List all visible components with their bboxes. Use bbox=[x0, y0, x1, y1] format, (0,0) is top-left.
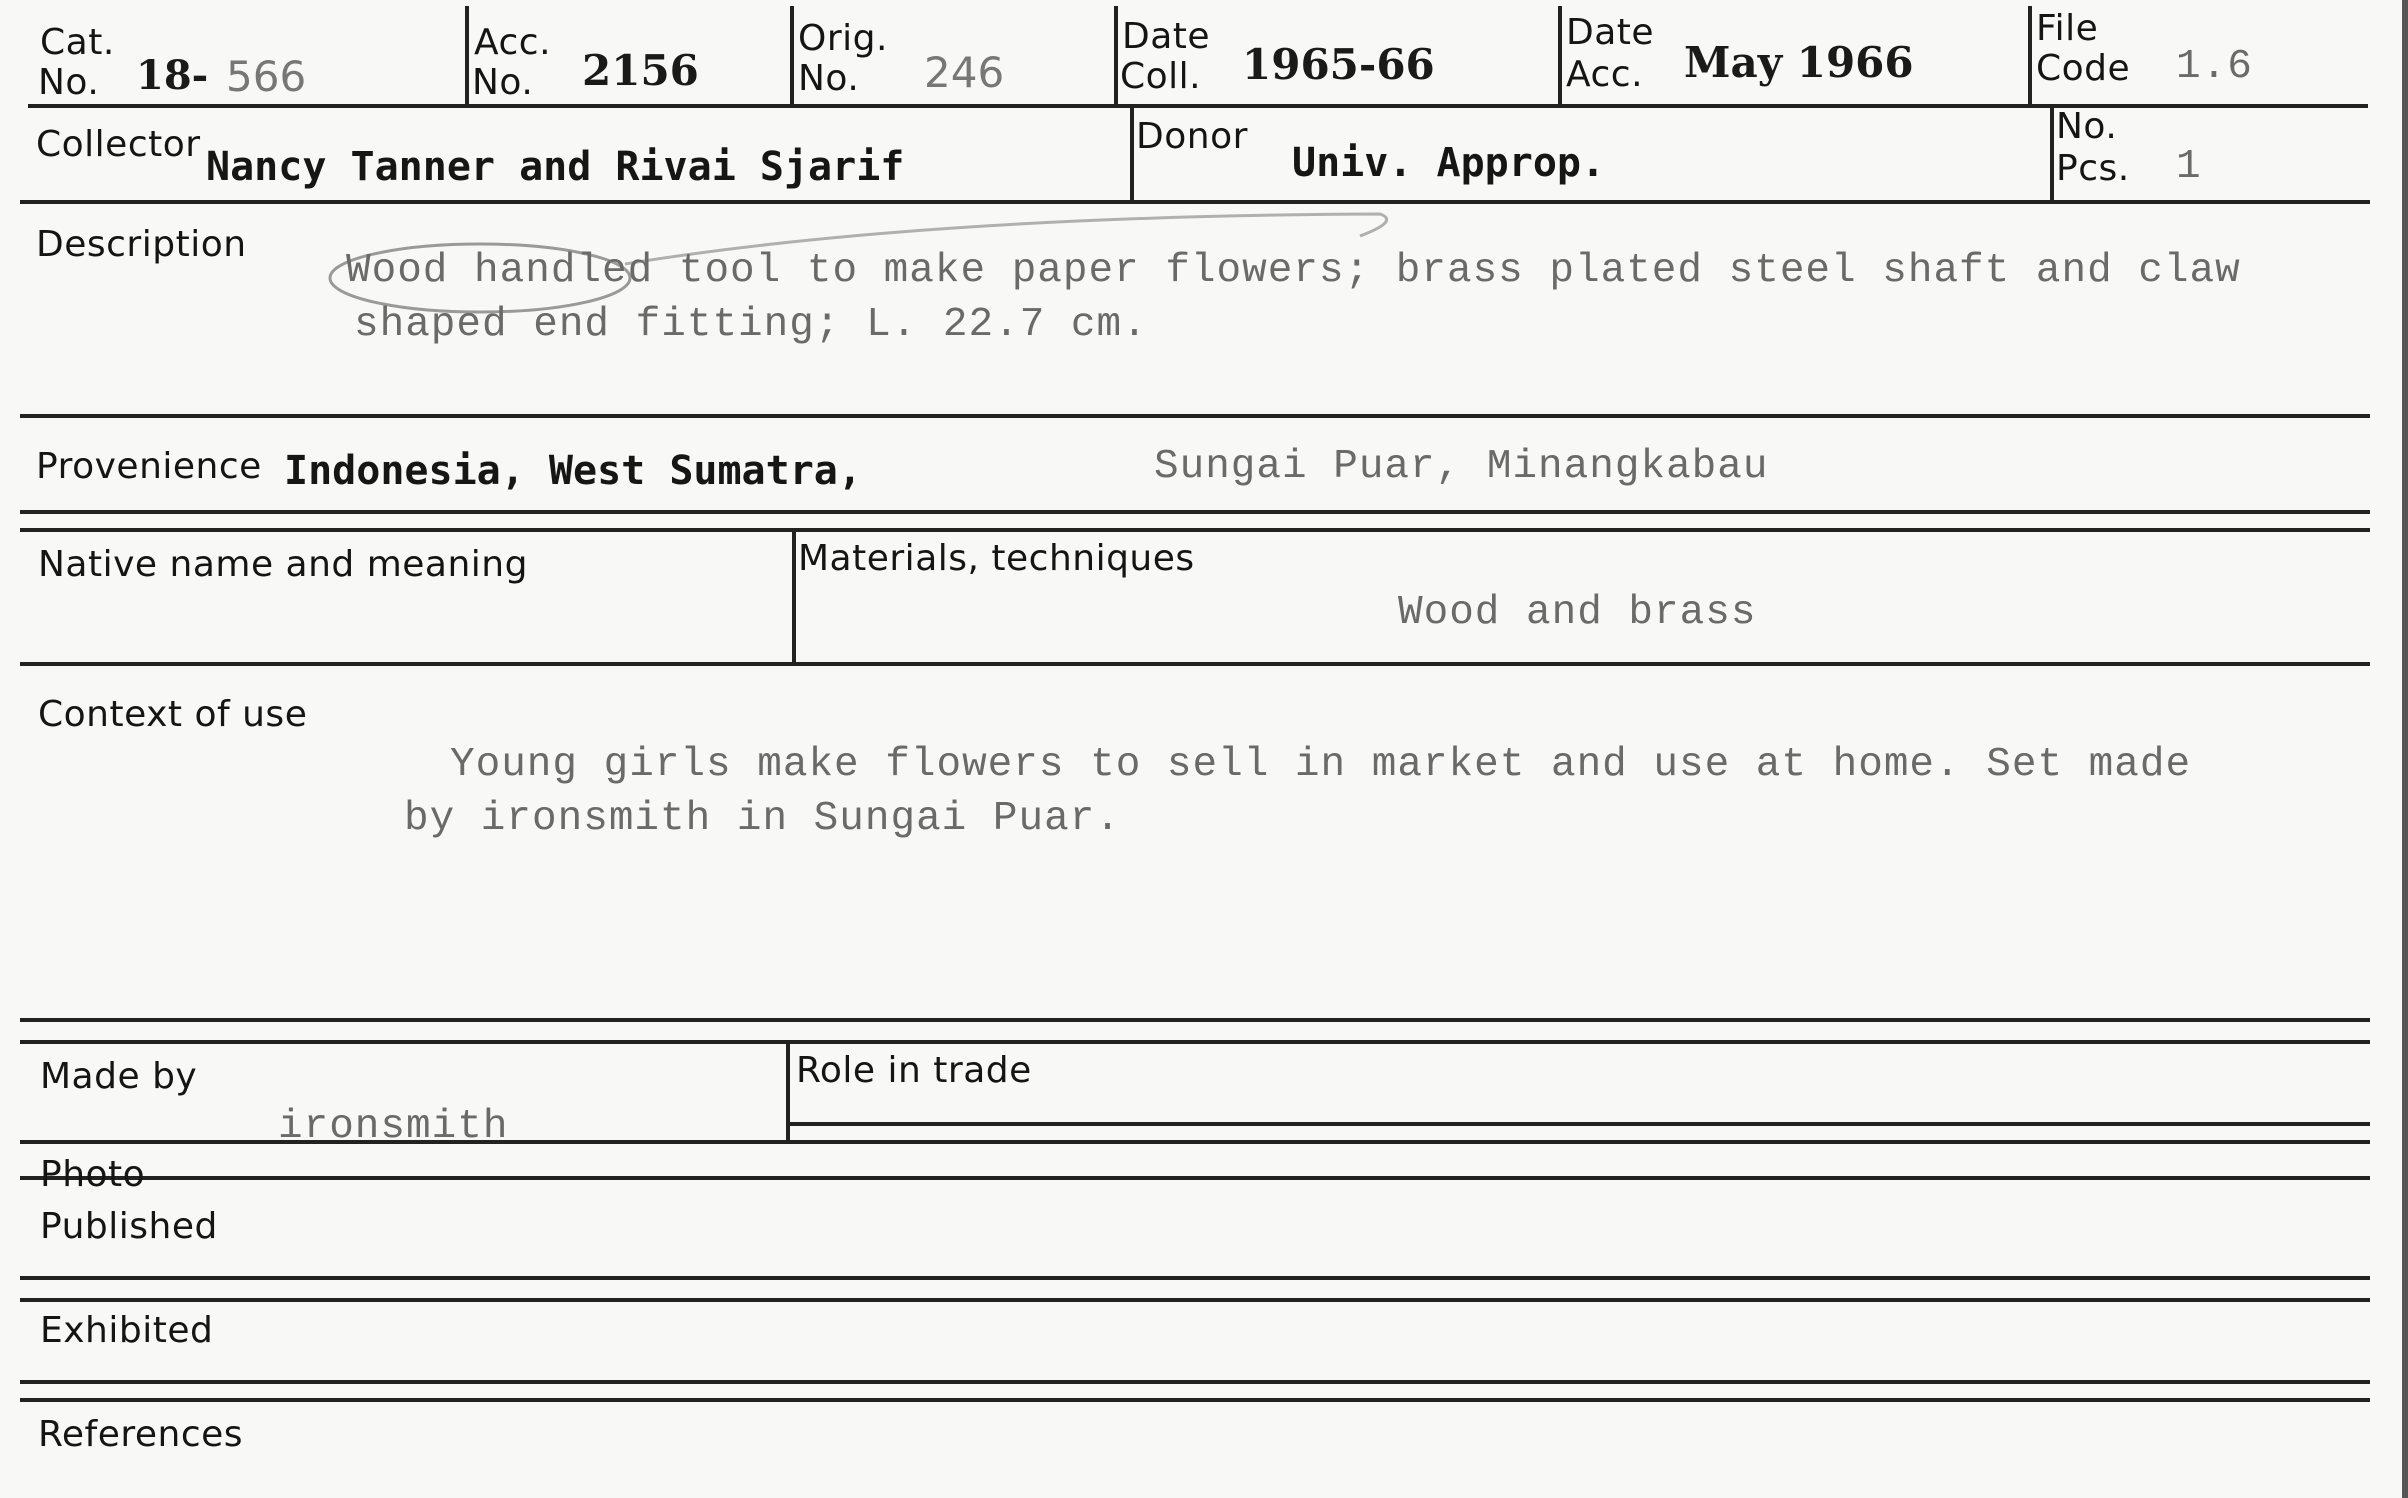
materials-label: Materials, techniques bbox=[798, 538, 1195, 579]
rule-photo-bottom bbox=[20, 1176, 2370, 1180]
made-by-label: Made by bbox=[40, 1056, 198, 1097]
rule-native-top bbox=[20, 528, 2370, 532]
references-label: References bbox=[38, 1414, 244, 1455]
rule-header-sep-4 bbox=[1558, 6, 1562, 104]
cat-label-no: No. bbox=[38, 62, 100, 103]
cat-number: 566 bbox=[226, 52, 307, 101]
rule-description-bottom bbox=[20, 414, 2370, 418]
published-label: Published bbox=[40, 1206, 218, 1247]
rule-native-sep bbox=[792, 530, 796, 666]
cat-prefix: 18- bbox=[136, 52, 209, 99]
orig-label-top: Orig. bbox=[798, 18, 888, 59]
acc-label-no: No. bbox=[472, 62, 534, 103]
rule-exhibited-bottom-2 bbox=[20, 1398, 2370, 1402]
provenience-value-bold: Indonesia, West Sumatra, bbox=[284, 448, 862, 494]
orig-label-no: No. bbox=[798, 58, 860, 99]
donor-label: Donor bbox=[1136, 116, 1248, 157]
description-label: Description bbox=[36, 224, 247, 265]
date-coll-value: 1965-66 bbox=[1242, 40, 1435, 89]
acc-label-top: Acc. bbox=[474, 22, 552, 63]
made-by-value: ironsmith bbox=[278, 1104, 509, 1150]
role-in-trade-label: Role in trade bbox=[796, 1050, 1032, 1091]
description-line-2: shaped end fitting; L. 22.7 cm. bbox=[354, 302, 1148, 348]
description-line-1: Wood handled tool to make paper flowers; brass plated steel shaft and claw bbox=[346, 248, 2241, 294]
provenience-value-typed: Sungai Puar, Minangkabau bbox=[1154, 444, 1769, 490]
materials-value: Wood and brass bbox=[1398, 590, 1757, 636]
native-name-label: Native name and meaning bbox=[38, 544, 528, 585]
rule-header-sep-3 bbox=[1114, 6, 1118, 104]
date-acc-value: May 1966 bbox=[1684, 38, 1914, 87]
rule-row2-sep-2 bbox=[2050, 104, 2054, 200]
file-code-value: 1.6 bbox=[2176, 44, 2253, 90]
rule-native-bottom bbox=[20, 662, 2370, 666]
acc-number: 2156 bbox=[582, 46, 699, 95]
rule-header-sep-5 bbox=[2028, 6, 2032, 104]
context-line-2: by ironsmith in Sungai Puar. bbox=[404, 796, 1121, 842]
collector-value: Nancy Tanner and Rivai Sjarif bbox=[206, 144, 905, 190]
rule-madeby-top bbox=[20, 1040, 2370, 1044]
rule-header-sep-2 bbox=[790, 6, 794, 104]
rule-exhibited-bottom bbox=[20, 1380, 2370, 1384]
pcs-label-top: No. bbox=[2056, 106, 2118, 147]
rule-context-bottom bbox=[20, 1018, 2370, 1022]
rule-row2-sep-1 bbox=[1130, 104, 1134, 200]
rule-header-sep-1 bbox=[465, 6, 469, 104]
date-acc-label-bottom: Acc. bbox=[1566, 54, 1644, 95]
donor-value: Univ. Approp. bbox=[1292, 140, 1606, 186]
date-coll-label-bottom: Coll. bbox=[1120, 56, 1202, 97]
rule-provenience-bottom bbox=[20, 510, 2370, 514]
pcs-value: 1 bbox=[2176, 144, 2202, 190]
rule-role-underline bbox=[786, 1122, 2370, 1126]
photo-label: Photo bbox=[40, 1154, 146, 1195]
rule-published-bottom bbox=[20, 1276, 2370, 1280]
rule-published-bottom-2 bbox=[20, 1298, 2370, 1302]
context-label: Context of use bbox=[38, 694, 308, 735]
card-edge-shadow bbox=[2402, 0, 2408, 1498]
date-acc-label-top: Date bbox=[1566, 12, 1655, 53]
rule-header-bottom bbox=[28, 104, 2368, 108]
exhibited-label: Exhibited bbox=[40, 1310, 214, 1351]
context-line-1: Young girls make flowers to sell in market and use at home. Set made bbox=[450, 742, 2192, 788]
cat-label-top: Cat. bbox=[40, 22, 115, 63]
orig-number: 246 bbox=[924, 48, 1005, 97]
file-label-top: File bbox=[2036, 8, 2099, 49]
provenience-label: Provenience bbox=[36, 446, 262, 487]
pcs-label-bottom: Pcs. bbox=[2056, 148, 2130, 189]
file-label-code: Code bbox=[2036, 48, 2131, 89]
collector-label: Collector bbox=[36, 124, 201, 165]
date-coll-label-top: Date bbox=[1122, 16, 1211, 57]
